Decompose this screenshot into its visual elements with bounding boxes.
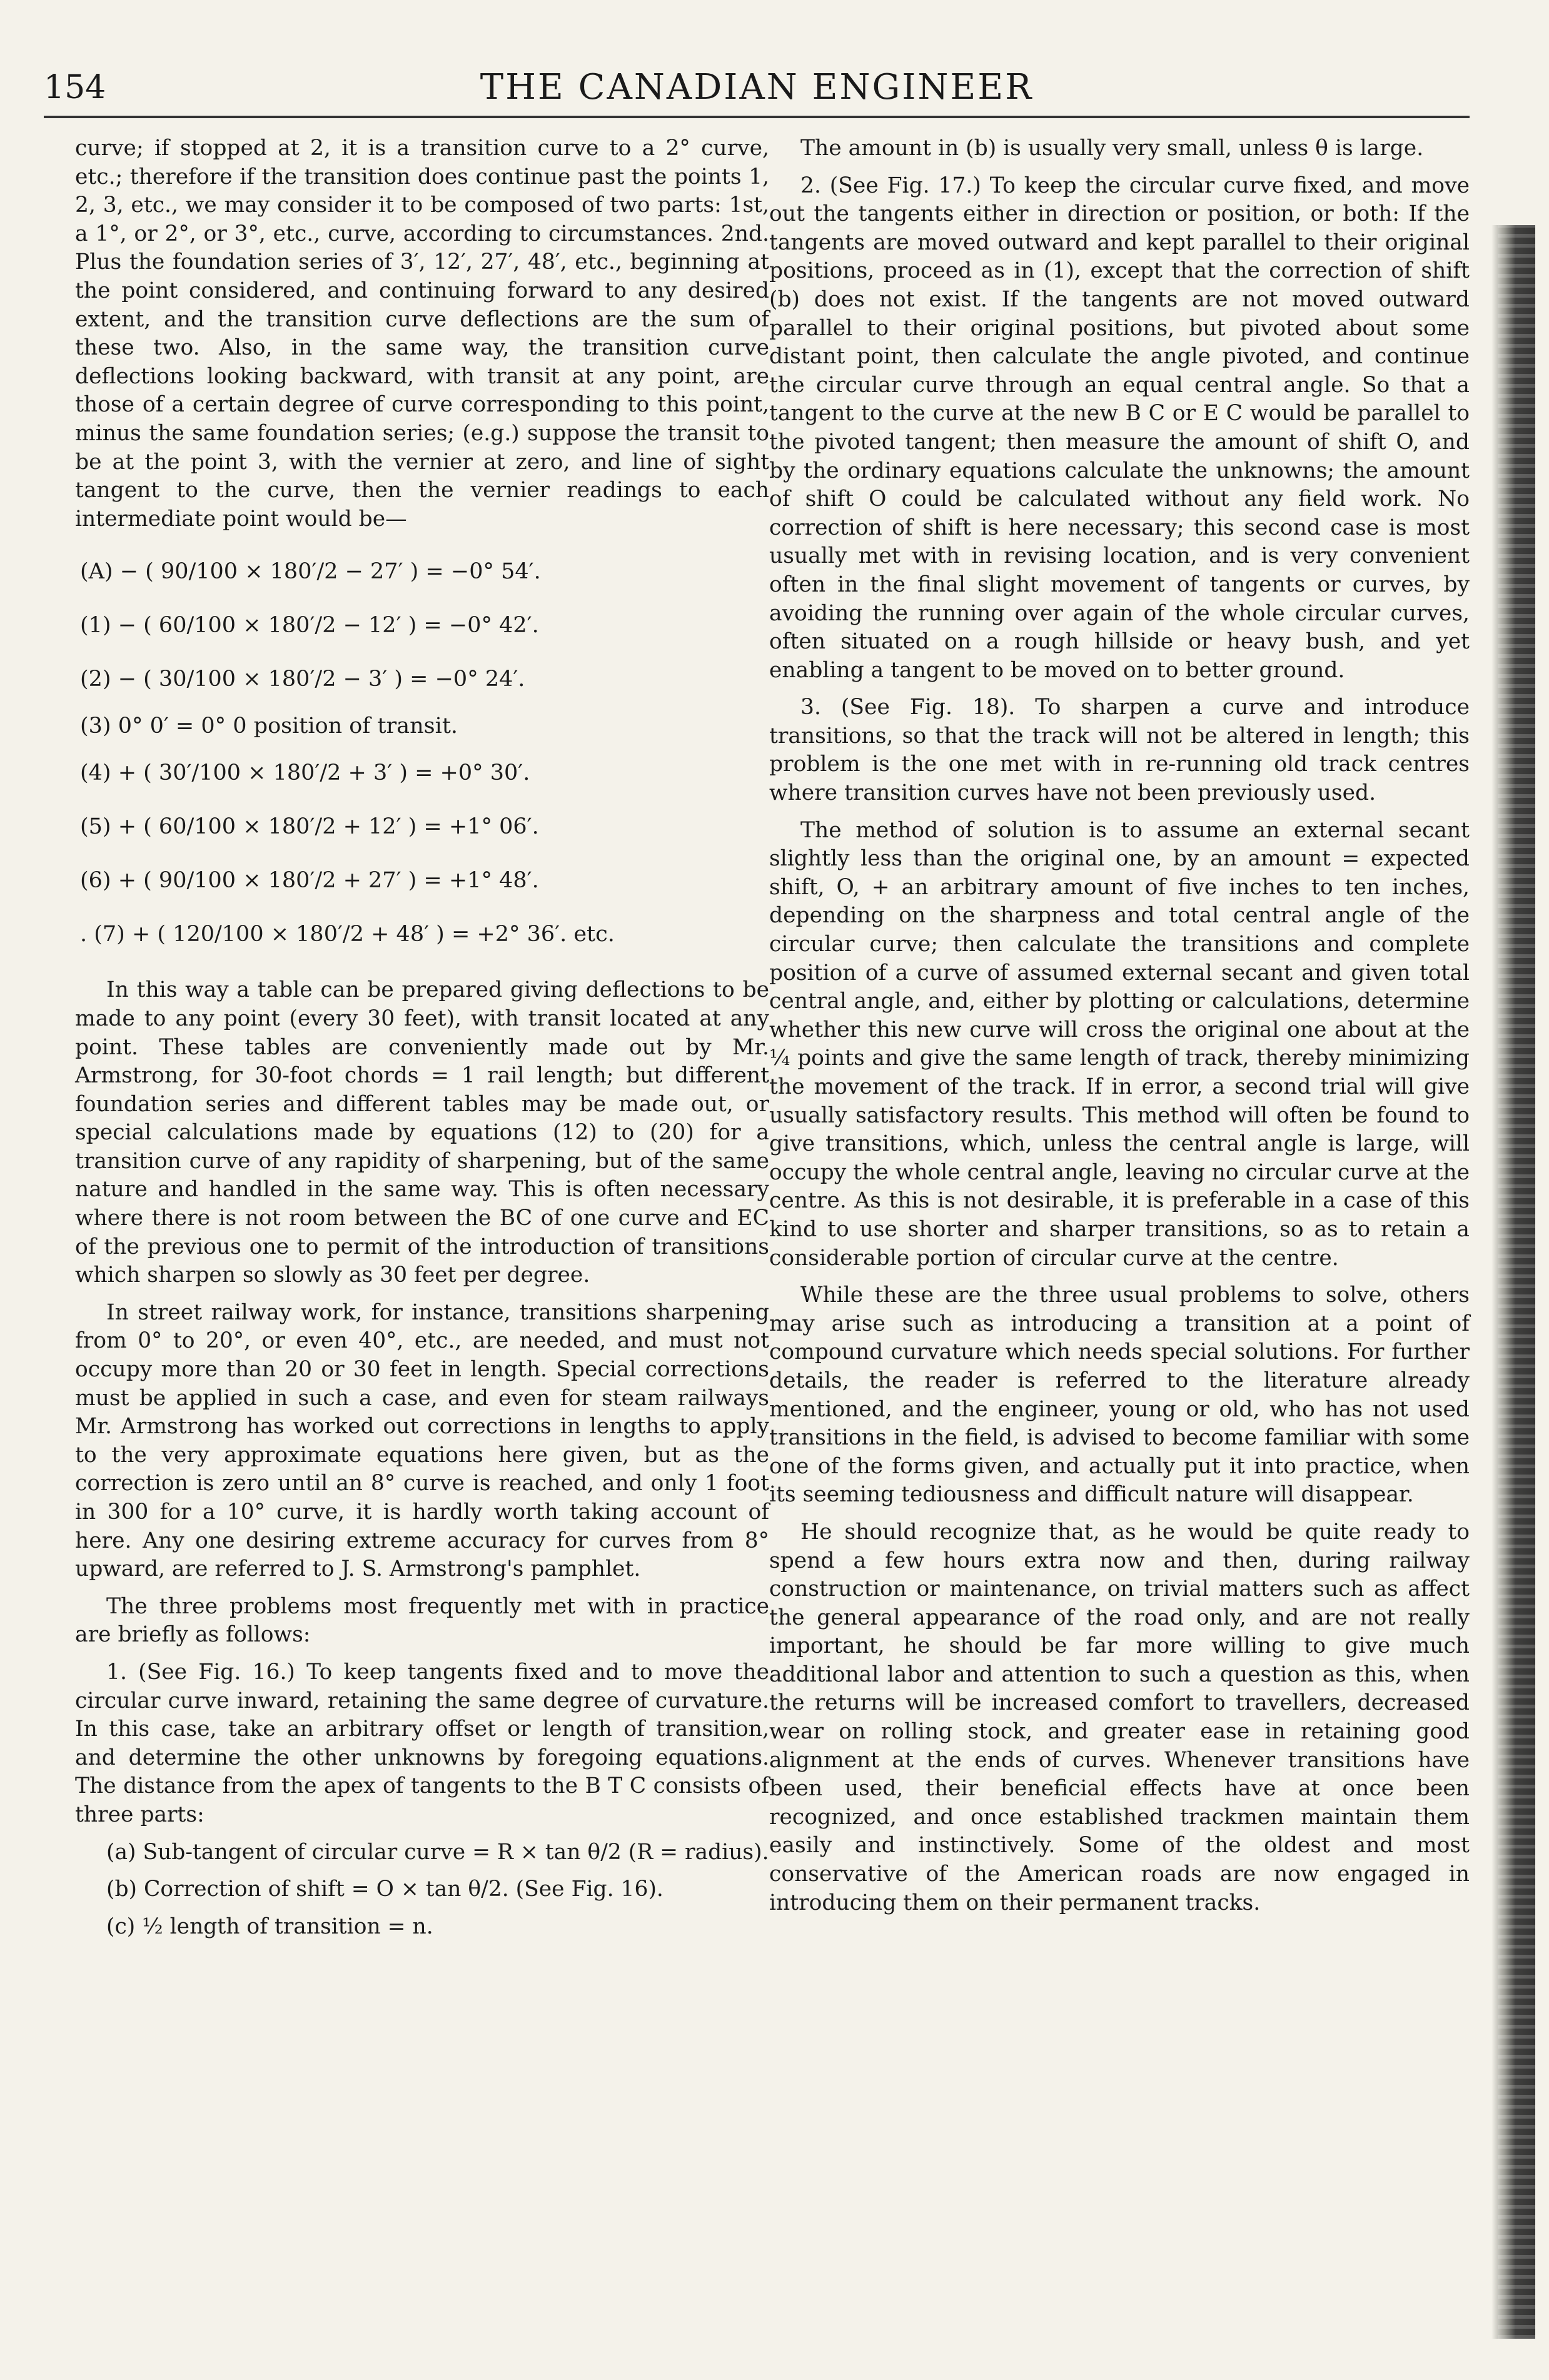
running-title: THE CANADIAN ENGINEER	[480, 67, 1034, 108]
paragraph: curve; if stopped at 2, it is a transition curve to a 2° curve, etc.; therefore if the transition does continue past the points 1, 2, 3, etc., we may consider it to be composed of two parts: 1st, a 1°, or 2°, or 3°, etc., curve, according to circumstances. 2nd. Plus the foundation series of 3′, 12′, 27′, 48′, etc., beginning at the point considered, and continuing forward to any desired extent, and the transition curve deflections are the sum of these two. Also, in the same way, the transition curve deflections looking backward, with transit at any point, are those of a certain degree of curve corresponding to this point, minus the same foundation series; (e.g.) suppose the transit to be at the point 3, with the vernier at zero, and line of sight tangent to the curve, then the vernier readings to each intermediate point would be—	[75, 136, 769, 532]
equation: (6) + ( 90/100 × 180′/2 + 27′ ) = +1° 48′.	[80, 868, 539, 894]
paragraph: The method of solution is to assume an external secant slightly less than the original one, by an amount = expected shift, O, + an arbitrary amount of five inches to ten inches, depending on the sharpness and total central angle of the circular curve; then calculate the transitions and complete position of a curve of assumed external secant and given total central angle, and, either by plotting or calculations, determine whether this new curve will cross the original one about at the ¼ points and give the same length of track, thereby minimizing the movement of the track. If in error, a second trial will give usually satisfactory results. This method will often be found to give transitions, which, unless the central angle is large, will occupy the whole central angle, leaving no circular curve at the centre. As this is not desirable, it is preferable in a case of this kind to use shorter and sharper transitions, so as to retain a considerable portion of circular curve at the centre.	[769, 817, 1470, 1271]
equation: (A) − ( 90/100 × 180′/2 − 27′ ) = −0° 54′.	[80, 559, 541, 585]
header-rule	[44, 116, 1470, 118]
paragraph: 3. (See Fig. 18). To sharpen a curve and introduce transitions, so that the track will not be altered in length; this problem is the one met with in re-running old track centres where transition curves have not been previously used.	[769, 695, 1470, 806]
paragraph: In this way a table can be prepared giving deflections to be made to any point (every 30 feet), with transit located at any point. These tables are conveniently made out by Mr. Armstrong, for 30-foot chords = 1 rail length; but different foundation series and different tables may be made out, or special calculations made by equations (12) to (20) for a transition curve of any rapidity of sharpening, but of the same nature and handled in the same way. This is often necessary where there is not room between the BC of one curve and EC of the previous one to permit of the introduction of transitions which sharpen so slowly as 30 feet per degree.	[75, 977, 769, 1288]
list-item: (a) Sub-tangent of circular curve = R × tan θ/2 (R = radius).	[106, 1839, 769, 1865]
equation: (2) − ( 30/100 × 180′/2 − 3′ ) = −0° 24′.	[80, 667, 525, 692]
equation: (4) + ( 30′/100 × 180′/2 + 3′ ) = +0° 30′.	[80, 760, 530, 786]
page-number: 154	[44, 69, 106, 106]
right-column	[769, 134, 1470, 1926]
paragraph: In street railway work, for instance, transitions sharpening from 0° to 20°, or even 40°, etc., are needed, and must not occupy more than 20 or 30 feet in length. Special corrections must be applied in such a case, and even for steam railways Mr. Armstrong has worked out corrections in lengths to apply to the very approximate equations here given, but as the correction is zero until an 8° curve is reached, and only 1 foot in 300 for a 10° curve, it is hardly worth taking account of here. Any one desiring extreme accuracy for curves from 8° upward, are referred to J. S. Armstrong's pamphlet.	[75, 1299, 769, 1582]
left-column	[75, 134, 769, 1950]
paragraph: He should recognize that, as he would be quite ready to spend a few hours extra now and then, during railway construction or maintenance, on trivial matters such as affect the general appearance of the road only, and are not really important, he should be far more willing to give much additional labor and attention to such a question as this, when the returns will be increased comfort to travellers, decreased wear on rolling stock, and greater ease in retaining good alignment at the ends of curves. Whenever transitions have been used, their beneficial effects have at once been recognized, and once established trackmen maintain them easily and instinctively. Some of the oldest and most conservative of the American roads are now engaged in introducing them on their permanent tracks.	[769, 1519, 1470, 1915]
list-item: (c) ½ length of transition = n.	[106, 1914, 433, 1939]
paragraph: 2. (See Fig. 17.) To keep the circular curve fixed, and move out the tangents either in direction or position, or both: If the tangents are moved outward and kept parallel to their original positions, proceed as in (1), except that the correction of shift (b) does not exist. If the tangents are not moved outward parallel to their original positions, but pivoted about some distant point, then calculate the angle pivoted, and continue the circular curve through an equal central angle. So that a tangent to the curve at the new B C or E C would be parallel to the pivoted tangent; then measure the amount of shift O, and by the ordinary equations calculate the unknowns; the amount of shift O could be calculated without any field work. No correction of shift is here necessary; this second case is most usually met with in revising location, and is very convenient often in the final slight movement of tangents or curves, by avoiding the running over again of the whole circular curves, often situated on a rough hillside or heavy bush, and yet enabling a tangent to be moved on to better ground.	[769, 173, 1470, 683]
equation: (1) − ( 60/100 × 180′/2 − 12′ ) = −0° 42′.	[80, 613, 539, 638]
list-item: (b) Correction of shift = O × tan θ/2. (See Fig. 16).	[106, 1877, 663, 1902]
paragraph: 1. (See Fig. 16.) To keep tangents fixed and to move the circular curve inward, retaining the same degree of curvature. In this case, take an arbitrary offset or length of transition, and determine the other unknowns by foregoing equations. The distance from the apex of tangents to the B T C consists of three parts:	[75, 1659, 769, 1827]
equation: (3) 0° 0′ = 0° 0 position of transit.	[80, 713, 458, 739]
paragraph: While these are the three usual problems to solve, others may arise such as introducing a transition at a point of compound curvature which needs special solutions. For further details, the reader is referred to the literature already mentioned, and the engineer, young or old, who has not used transitions in the field, is advised to become familiar with some one of the forms given, and actually put it into practice, when its seeming tediousness and difficult nature will disappear.	[769, 1283, 1470, 1508]
paragraph: The three problems most frequently met with in practice are briefly as follows:	[75, 1593, 769, 1648]
equation-block	[75, 545, 769, 961]
equation: . (7) + ( 120/100 × 180′/2 + 48′ ) = +2° 36′. etc.	[80, 922, 615, 947]
binding-edge-texture	[1498, 225, 1535, 2339]
page-header	[44, 63, 1470, 113]
equation: (5) + ( 60/100 × 180′/2 + 12′ ) = +1° 06′.	[80, 814, 539, 840]
paragraph: The amount in (b) is usually very small, unless θ is large.	[800, 136, 1424, 161]
